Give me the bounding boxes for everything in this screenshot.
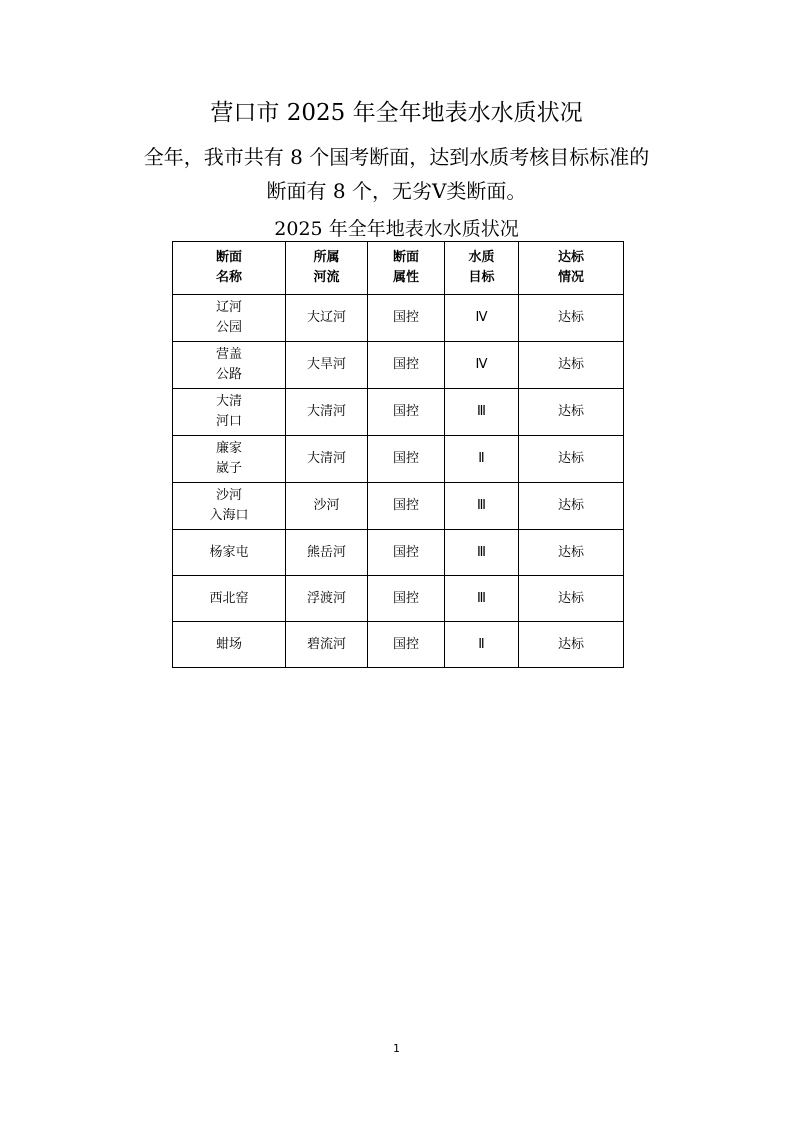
status-cell: 达标	[519, 295, 624, 342]
river-cell: 碧流河	[286, 622, 368, 668]
section-name-text: 西北窑	[209, 590, 249, 606]
river-cell: 大辽河	[286, 295, 368, 342]
attribute-cell: 国控	[368, 530, 445, 576]
section-name-text: 公园	[215, 320, 242, 335]
table-row	[173, 342, 624, 389]
section-name-cell	[173, 342, 286, 389]
section-name-text: 崴子	[215, 461, 242, 476]
target-cell: Ⅲ	[445, 530, 519, 576]
section-name-cell	[173, 530, 286, 576]
status-cell: 达标	[519, 342, 624, 389]
attribute-cell: 国控	[368, 389, 445, 436]
section-name-cell	[173, 436, 286, 483]
header-text: 达标	[557, 250, 584, 265]
target-cell: Ⅳ	[445, 295, 519, 342]
header-text: 断面	[392, 250, 419, 265]
header-text: 情况	[557, 270, 584, 285]
section-name-text: 河口	[215, 414, 242, 429]
attribute-cell: 国控	[368, 483, 445, 530]
header-text: 断面	[215, 250, 242, 265]
header-text: 河流	[313, 270, 340, 285]
section-name-text: 公路	[215, 367, 242, 382]
table-row	[173, 622, 624, 668]
status-cell: 达标	[519, 389, 624, 436]
section-name-cell	[173, 622, 286, 668]
target-cell: Ⅳ	[445, 342, 519, 389]
table-row	[173, 483, 624, 530]
section-name-text: 蚶场	[215, 636, 242, 652]
header-text: 属性	[392, 270, 419, 285]
table-row	[173, 530, 624, 576]
header-text: 水质	[468, 250, 495, 265]
section-name-text: 杨家屯	[209, 544, 249, 560]
target-cell: Ⅱ	[445, 436, 519, 483]
water-quality-table	[172, 241, 624, 668]
summary-line-1: 全年，我市共有 8 个国考断面，达到水质考核目标标准的	[143, 145, 650, 169]
attribute-cell: 国控	[368, 576, 445, 622]
page-number: 1	[393, 1042, 400, 1055]
header-section-name	[173, 242, 286, 295]
header-compliance-status	[519, 242, 624, 295]
section-name-text: 辽河	[215, 300, 242, 315]
section-name-text: 廉家	[215, 441, 242, 456]
header-text: 名称	[215, 270, 242, 285]
attribute-cell: 国控	[368, 622, 445, 668]
section-name-cell	[173, 576, 286, 622]
summary-line-2: 断面有 8 个，无劣Ⅴ类断面。	[266, 179, 527, 203]
table-header-row	[173, 242, 624, 295]
status-cell: 达标	[519, 530, 624, 576]
attribute-cell: 国控	[368, 295, 445, 342]
document-title: 营口市 2025 年全年地表水水质状况	[210, 100, 583, 126]
river-cell: 大旱河	[286, 342, 368, 389]
target-cell: Ⅲ	[445, 389, 519, 436]
header-text: 目标	[468, 270, 495, 285]
table-row	[173, 576, 624, 622]
river-cell: 大清河	[286, 389, 368, 436]
table-row	[173, 389, 624, 436]
attribute-cell: 国控	[368, 342, 445, 389]
status-cell: 达标	[519, 576, 624, 622]
summary-paragraph	[0, 140, 793, 208]
section-name-text: 大清	[215, 394, 242, 409]
header-text: 所属	[313, 250, 340, 265]
river-cell: 熊岳河	[286, 530, 368, 576]
target-cell: Ⅱ	[445, 622, 519, 668]
section-name-text: 营盖	[215, 347, 242, 362]
attribute-cell: 国控	[368, 436, 445, 483]
status-cell: 达标	[519, 483, 624, 530]
river-cell: 大清河	[286, 436, 368, 483]
section-name-text: 入海口	[209, 508, 249, 523]
river-cell: 浮渡河	[286, 576, 368, 622]
section-name-text: 沙河	[215, 488, 242, 503]
table-title: 2025 年全年地表水水质状况	[274, 218, 519, 240]
target-cell: Ⅲ	[445, 576, 519, 622]
header-section-attribute	[368, 242, 445, 295]
river-cell: 沙河	[286, 483, 368, 530]
status-cell: 达标	[519, 436, 624, 483]
status-cell: 达标	[519, 622, 624, 668]
header-river	[286, 242, 368, 295]
table-row	[173, 295, 624, 342]
section-name-cell	[173, 295, 286, 342]
table-row	[173, 436, 624, 483]
section-name-cell	[173, 483, 286, 530]
header-quality-target	[445, 242, 519, 295]
section-name-cell	[173, 389, 286, 436]
target-cell: Ⅲ	[445, 483, 519, 530]
